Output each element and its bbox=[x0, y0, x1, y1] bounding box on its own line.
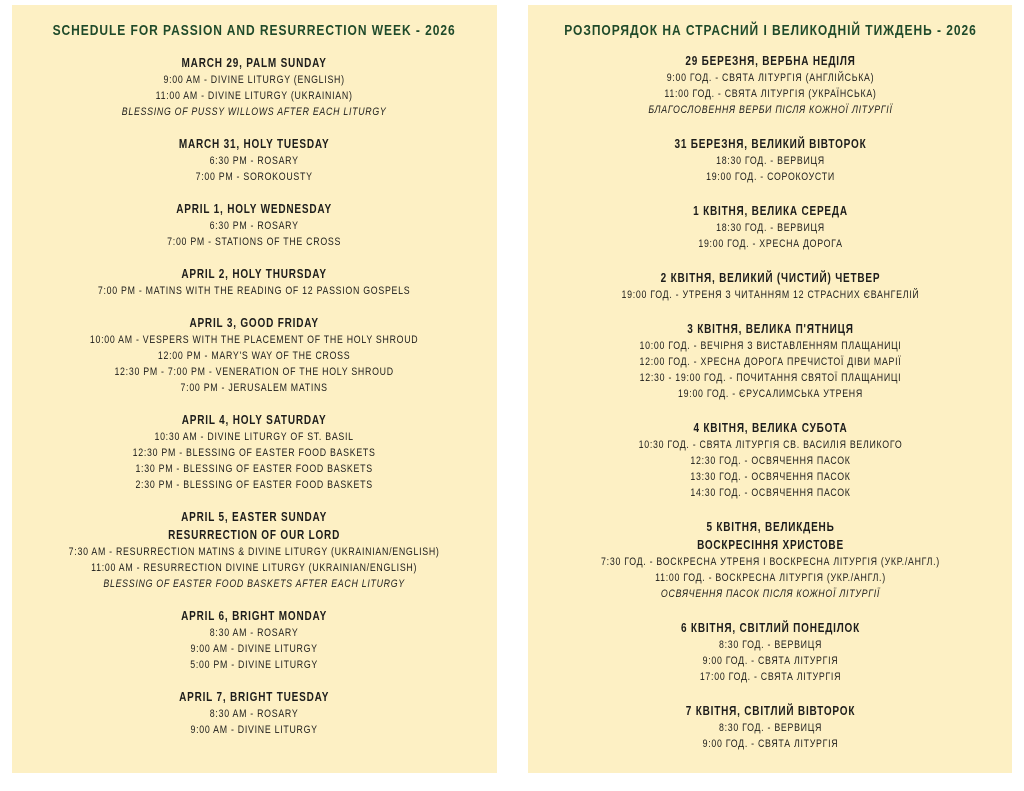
schedule-day-section bbox=[12, 607, 497, 673]
service-item: 2:30 PM - BLESSING OF EASTER FOOD BASKETS bbox=[135, 479, 374, 491]
day-heading: ВОСКРЕСІННЯ ХРИСТОВЕ bbox=[696, 538, 844, 552]
service-item: 7:00 PM - SOROKOUSTY bbox=[195, 171, 314, 183]
ukrainian-schedule-content bbox=[528, 20, 1012, 752]
service-item: 7:00 PM - MATINS WITH THE READING OF 12 PASSION GOSPELS bbox=[98, 285, 411, 297]
service-item: 9:00 AM - DIVINE LITURGY bbox=[190, 724, 319, 736]
service-item: 12:00 PM - MARY'S WAY OF THE CROSS bbox=[158, 350, 351, 362]
ukrainian-schedule-panel bbox=[528, 5, 1012, 773]
service-item: 12:00 ГОД. - ХРЕСНА ДОРОГА ПРЕЧИСТОЇ ДІВИ МАРІЇ bbox=[639, 356, 901, 368]
english-schedule-content bbox=[12, 20, 497, 738]
schedule-day-section bbox=[12, 54, 497, 120]
service-item: 9:00 ГОД. - СВЯТА ЛІТУРГІЯ bbox=[702, 738, 838, 750]
service-item: 1:30 PM - BLESSING OF EASTER FOOD BASKETS bbox=[135, 463, 374, 475]
schedule-day-section bbox=[528, 702, 1012, 752]
service-item: 9:00 ГОД. - СВЯТА ЛІТУРГІЯ (АНГЛІЙСЬКА) bbox=[666, 72, 874, 84]
day-heading: 31 БЕРЕЗНЯ, ВЕЛИКИЙ ВІВТОРОК bbox=[674, 137, 866, 151]
day-heading: 5 КВІТНЯ, ВЕЛИКДЕНЬ bbox=[705, 520, 835, 534]
service-item: 7:30 ГОД. - ВОСКРЕСНА УТРЕНЯ І ВОСКРЕСНА ЛІТУРГІЯ (УКР./АНГЛ.) bbox=[600, 556, 940, 568]
day-heading: APRIL 7, BRIGHT TUESDAY bbox=[179, 690, 330, 704]
day-heading: 1 КВІТНЯ, ВЕЛИКА СЕРЕДА bbox=[692, 204, 848, 218]
service-item: 11:00 ГОД. - ВОСКРЕСНА ЛІТУРГІЯ (УКР./АНГЛ.) bbox=[654, 572, 886, 584]
schedule-day-section bbox=[12, 688, 497, 738]
schedule-day-section bbox=[528, 619, 1012, 685]
day-heading: APRIL 6, BRIGHT MONDAY bbox=[181, 609, 328, 623]
day-heading: 29 БЕРЕЗНЯ, ВЕРБНА НЕДІЛЯ bbox=[684, 54, 856, 68]
service-item: 12:30 PM - BLESSING OF EASTER FOOD BASKETS bbox=[133, 447, 376, 459]
day-heading: 3 КВІТНЯ, ВЕЛИКА П'ЯТНИЦЯ bbox=[686, 322, 854, 336]
service-item: 12:30 - 19:00 ГОД. - ПОЧИТАННЯ СВЯТОЇ ПЛАЩАНИЦІ bbox=[639, 372, 901, 384]
service-item: 10:30 ГОД. - СВЯТА ЛІТУРГІЯ СВ. ВАСИЛІЯ ВЕЛИКОГО bbox=[638, 439, 902, 451]
schedule-day-section bbox=[528, 52, 1012, 118]
service-item: 19:00 ГОД. - ЄРУСАЛИМСЬКА УТРЕНЯ bbox=[677, 388, 863, 400]
service-item: 14:30 ГОД. - ОСВЯЧЕННЯ ПАСОК bbox=[689, 487, 851, 499]
service-item: 7:30 AM - RESURRECTION MATINS & DIVINE LITURGY (UKRAINIAN/ENGLISH) bbox=[69, 546, 440, 558]
day-heading: MARCH 31, HOLY TUESDAY bbox=[179, 137, 330, 151]
service-item: 9:00 ГОД. - СВЯТА ЛІТУРГІЯ bbox=[702, 655, 838, 667]
schedule-day-section bbox=[528, 419, 1012, 501]
ukrainian-sections bbox=[528, 52, 1012, 752]
english-schedule-panel bbox=[12, 5, 497, 773]
schedule-day-section bbox=[12, 411, 497, 493]
service-item: 11:00 AM - RESURRECTION DIVINE LITURGY (UKRAINIAN/ENGLISH) bbox=[91, 562, 418, 574]
schedule-day-section bbox=[528, 135, 1012, 185]
service-item: 17:00 ГОД. - СВЯТА ЛІТУРГІЯ bbox=[699, 671, 841, 683]
english-sections bbox=[12, 54, 497, 738]
service-item: 8:30 ГОД. - ВЕРВИЦЯ bbox=[718, 639, 822, 651]
service-item: 5:00 PM - DIVINE LITURGY bbox=[190, 659, 319, 671]
blessing-note: BLESSING OF PUSSY WILLOWS AFTER EACH LITURGY bbox=[122, 106, 387, 118]
service-item: 19:00 ГОД. - СОРОКОУСТИ bbox=[705, 171, 835, 183]
service-item: 12:30 ГОД. - ОСВЯЧЕННЯ ПАСОК bbox=[689, 455, 851, 467]
schedule-day-section bbox=[528, 518, 1012, 602]
schedule-day-section bbox=[12, 265, 497, 299]
day-heading: APRIL 2, HOLY THURSDAY bbox=[181, 267, 328, 281]
schedule-day-section bbox=[528, 320, 1012, 402]
blessing-note: ОСВЯЧЕННЯ ПАСОК ПІСЛЯ КОЖНОЇ ЛІТУРГІЇ bbox=[660, 588, 880, 600]
day-heading: 2 КВІТНЯ, ВЕЛИКИЙ (ЧИСТИЙ) ЧЕТВЕР bbox=[660, 271, 880, 285]
service-item: 7:00 PM - STATIONS OF THE CROSS bbox=[167, 236, 342, 248]
service-item: 13:30 ГОД. - ОСВЯЧЕННЯ ПАСОК bbox=[689, 471, 851, 483]
service-item: 18:30 ГОД. - ВЕРВИЦЯ bbox=[715, 155, 825, 167]
service-item: 12:30 PM - 7:00 PM - VENERATION OF THE HOLY SHROUD bbox=[114, 366, 395, 378]
schedule-day-section bbox=[12, 135, 497, 185]
service-item: 10:00 AM - VESPERS WITH THE PLACEMENT OF THE HOLY SHROUD bbox=[90, 334, 419, 346]
english-schedule-title: SCHEDULE FOR PASSION AND RESURRECTION WEEK - 2026 bbox=[52, 22, 457, 39]
service-item: 8:30 AM - ROSARY bbox=[210, 708, 299, 720]
service-item: 18:30 ГОД. - ВЕРВИЦЯ bbox=[715, 222, 825, 234]
service-item: 9:00 AM - DIVINE LITURGY (ENGLISH) bbox=[163, 74, 346, 86]
service-item: 19:00 ГОД. - УТРЕНЯ З ЧИТАННЯМ 12 СТРАСНИХ ЄВАНГЕЛІЙ bbox=[621, 289, 919, 301]
day-heading: APRIL 5, EASTER SUNDAY bbox=[181, 510, 328, 524]
service-item: 10:00 ГОД. - ВЕЧІРНЯ З ВИСТАВЛЕННЯМ ПЛАЩАНИЦІ bbox=[638, 340, 902, 352]
day-heading: APRIL 3, GOOD FRIDAY bbox=[189, 316, 320, 330]
day-heading: RESURRECTION OF OUR LORD bbox=[168, 528, 341, 542]
schedule-day-section bbox=[528, 202, 1012, 252]
schedule-day-section bbox=[528, 269, 1012, 303]
service-item: 8:30 ГОД. - ВЕРВИЦЯ bbox=[718, 722, 822, 734]
day-heading: 7 КВІТНЯ, СВІТЛИЙ ВІВТОРОК bbox=[685, 704, 855, 718]
service-item: 6:30 PM - ROSARY bbox=[209, 155, 300, 167]
day-heading: 6 КВІТНЯ, СВІТЛИЙ ПОНЕДІЛОК bbox=[680, 621, 860, 635]
day-heading: APRIL 1, HOLY WEDNESDAY bbox=[176, 202, 333, 216]
service-item: 8:30 AM - ROSARY bbox=[210, 627, 299, 639]
service-item: 7:00 PM - JERUSALEM MATINS bbox=[180, 382, 329, 394]
schedule-day-section bbox=[12, 314, 497, 396]
day-heading: MARCH 29, PALM SUNDAY bbox=[181, 56, 328, 70]
day-heading: APRIL 4, HOLY SATURDAY bbox=[182, 413, 327, 427]
service-item: 19:00 ГОД. - ХРЕСНА ДОРОГА bbox=[697, 238, 843, 250]
blessing-note: BLESSING OF EASTER FOOD BASKETS AFTER EACH LITURGY bbox=[103, 578, 406, 590]
service-item: 10:30 AM - DIVINE LITURGY OF ST. BASIL bbox=[154, 431, 355, 443]
schedule-day-section bbox=[12, 200, 497, 250]
service-item: 9:00 AM - DIVINE LITURGY bbox=[190, 643, 319, 655]
blessing-note: БЛАГОСЛОВЕННЯ ВЕРБИ ПІСЛЯ КОЖНОЇ ЛІТУРГІЇ bbox=[647, 104, 893, 116]
service-item: 11:00 ГОД. - СВЯТА ЛІТУРГІЯ (УКРАЇНСЬКА) bbox=[663, 88, 877, 100]
service-item: 11:00 AM - DIVINE LITURGY (UKRAINIAN) bbox=[156, 90, 353, 102]
schedule-day-section bbox=[12, 508, 497, 592]
day-heading: 4 КВІТНЯ, ВЕЛИКА СУБОТА bbox=[692, 421, 848, 435]
ukrainian-schedule-title: РОЗПОРЯДОК НА СТРАСНИЙ І ВЕЛИКОДНІЙ ТИЖДЕНЬ - 2026 bbox=[563, 22, 977, 39]
service-item: 6:30 PM - ROSARY bbox=[209, 220, 300, 232]
